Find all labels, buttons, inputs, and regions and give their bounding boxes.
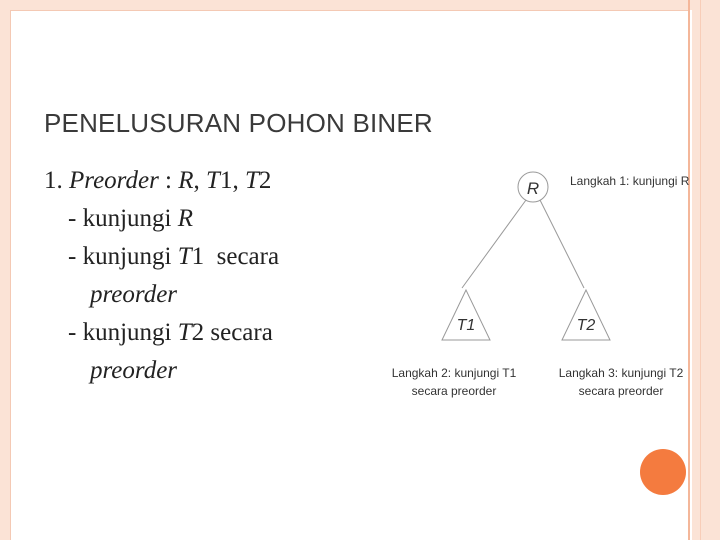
var-r: R xyxy=(177,205,193,232)
comma: , xyxy=(193,167,207,194)
preorder-text: preorder xyxy=(90,281,178,308)
body-line-visit-t2 xyxy=(44,314,344,352)
var-t1-num: 1 xyxy=(191,243,205,270)
var-t: T xyxy=(206,167,220,194)
decorative-orange-circle xyxy=(640,449,686,495)
body-line-preorder-1 xyxy=(44,276,344,314)
visit-text: - kunjungi xyxy=(68,319,178,346)
edge-right xyxy=(540,200,584,288)
preorder-text: preorder xyxy=(90,357,178,384)
visit-text: - kunjungi xyxy=(68,243,178,270)
var-t1-num: 1 xyxy=(219,167,233,194)
var-t: T xyxy=(177,243,192,270)
frame-left-border xyxy=(0,0,10,540)
edge-left xyxy=(462,200,526,288)
step2-caption-line1: Langkah 2: kunjungi T1 xyxy=(391,366,517,380)
var-t: T xyxy=(244,167,259,194)
left-subtree-label: T1 xyxy=(456,317,476,334)
step3-caption-line2: secara preorder xyxy=(578,384,664,398)
separator: : xyxy=(158,167,179,194)
list-number: 1. xyxy=(44,167,69,194)
secara-text: secara xyxy=(204,319,273,346)
root-label: R xyxy=(526,179,540,198)
slide-title: PENELUSURAN POHON BINER xyxy=(44,108,433,138)
frame-top-border xyxy=(0,0,720,10)
body-line-preorder-2 xyxy=(44,352,344,390)
step2-caption-line2: secara preorder xyxy=(411,384,497,398)
comma: , xyxy=(232,167,245,194)
body-line-visit-t1 xyxy=(44,238,344,276)
var-t: T xyxy=(177,319,192,346)
step1-caption: Langkah 1: kunjungi R xyxy=(570,174,690,188)
right-subtree-label: T2 xyxy=(576,317,596,334)
var-t2-num: 2 xyxy=(258,167,272,194)
visit-text: - kunjungi xyxy=(68,205,178,232)
body-line-visit-r xyxy=(44,200,344,238)
secara-text: secara xyxy=(204,243,280,270)
term-preorder: Preorder xyxy=(69,167,159,194)
binary-tree-diagram xyxy=(370,160,710,405)
var-t2-num: 2 xyxy=(191,319,205,346)
body-line-preorder xyxy=(44,162,344,200)
step3-caption-line1: Langkah 3: kunjungi T2 xyxy=(558,366,684,380)
slide-body xyxy=(44,162,344,390)
var-r: R xyxy=(178,167,194,194)
